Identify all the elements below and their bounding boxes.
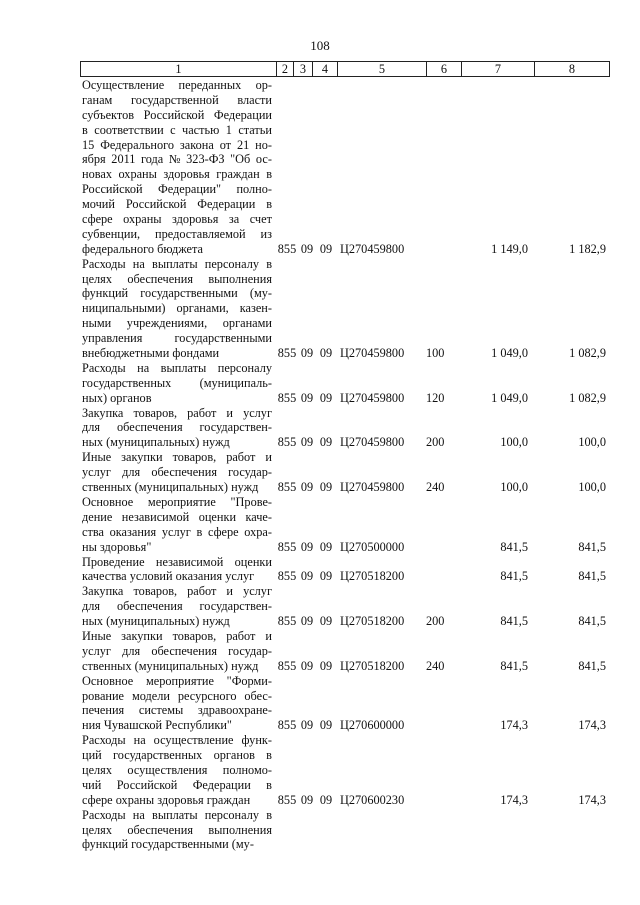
description-line: ными учреждениями, органами bbox=[82, 316, 272, 331]
description-line: Закупка товаров, работ и услуг bbox=[82, 584, 272, 599]
description-line: дение независимой оценки каче- bbox=[82, 509, 272, 524]
cell-c8: 100,0 bbox=[578, 480, 606, 495]
cell-c3: 09 bbox=[300, 480, 314, 495]
cell-c8: 1 182,9 bbox=[569, 241, 606, 256]
cell-c6: 100 bbox=[426, 346, 445, 361]
description-line: ния Чувашской Республики" bbox=[82, 718, 232, 733]
description-line: ственных (муниципальных) нужд bbox=[82, 658, 259, 673]
description-line: для обеспечения государствен- bbox=[82, 599, 272, 614]
cell-c3: 09 bbox=[300, 614, 314, 629]
description-line: ниципальными) органами, казен- bbox=[82, 301, 272, 316]
description-line: функций государственными (му- bbox=[82, 286, 272, 301]
cell-c2: 855 bbox=[277, 658, 297, 673]
cell-c2: 855 bbox=[277, 480, 297, 495]
description-line: новах охраны здоровья граждан в bbox=[82, 167, 272, 182]
row-values bbox=[0, 614, 640, 629]
cell-c4: 09 bbox=[319, 569, 333, 584]
cell-c4: 09 bbox=[319, 435, 333, 450]
description-line: услуг для обеспечения государ- bbox=[82, 643, 272, 658]
cell-c4: 09 bbox=[319, 390, 333, 405]
table-row bbox=[0, 495, 640, 555]
description-line: Проведение независимой оценки bbox=[82, 554, 272, 569]
description-line: ганам государственной власти bbox=[82, 92, 272, 107]
table-row bbox=[0, 78, 640, 257]
row-values bbox=[0, 346, 640, 361]
cell-c7: 841,5 bbox=[500, 569, 528, 584]
table-row bbox=[0, 257, 640, 361]
cell-c5: Ц270459800 bbox=[340, 241, 405, 256]
header-col-6: 6 bbox=[427, 62, 462, 76]
table-row bbox=[0, 406, 640, 451]
row-values bbox=[0, 540, 640, 555]
table-row bbox=[0, 361, 640, 406]
description-line: Осуществление переданных ор- bbox=[82, 78, 272, 92]
cell-c5: Ц270600000 bbox=[340, 718, 405, 733]
cell-c8: 174,3 bbox=[578, 718, 606, 733]
description-line: ства оказания услуг в сфере охра- bbox=[82, 524, 272, 539]
description-line: рование модели ресурсного обес- bbox=[82, 688, 272, 703]
cell-c4: 09 bbox=[319, 792, 333, 807]
cell-c7: 100,0 bbox=[500, 435, 528, 450]
row-description bbox=[82, 78, 272, 257]
table-header bbox=[80, 61, 610, 77]
cell-c3: 09 bbox=[300, 569, 314, 584]
header-col-1: 1 bbox=[81, 62, 277, 76]
row-values bbox=[0, 659, 640, 674]
page-number: 108 bbox=[310, 38, 330, 53]
cell-c7: 841,5 bbox=[500, 614, 528, 629]
cell-c7: 1 049,0 bbox=[491, 390, 528, 405]
cell-c8: 1 082,9 bbox=[569, 346, 606, 361]
row-values bbox=[0, 480, 640, 495]
cell-c3: 09 bbox=[300, 718, 314, 733]
description-line: Иные закупки товаров, работ и bbox=[82, 450, 272, 465]
cell-c7: 174,3 bbox=[500, 792, 528, 807]
description-line: в соответствии с частью 1 статьи bbox=[82, 122, 272, 137]
description-line: государственных (муниципаль- bbox=[82, 375, 272, 390]
cell-c4: 09 bbox=[319, 718, 333, 733]
header-col-5: 5 bbox=[338, 62, 427, 76]
description-line: 15 Федерального закона от 21 но- bbox=[82, 137, 272, 152]
description-line: целях обеспечения выполнения bbox=[82, 271, 272, 286]
table-row bbox=[0, 450, 640, 495]
cell-c7: 1 149,0 bbox=[491, 241, 528, 256]
description-line: мочий Российской Федерации в bbox=[82, 197, 272, 212]
header-col-2: 2 bbox=[277, 62, 294, 76]
description-line: функций государственными (му- bbox=[82, 837, 254, 852]
description-line: Российской Федерации" полно- bbox=[82, 182, 272, 197]
cell-c3: 09 bbox=[300, 435, 314, 450]
table-body bbox=[0, 78, 640, 852]
cell-c8: 841,5 bbox=[578, 539, 606, 554]
table-row bbox=[0, 555, 640, 585]
cell-c8: 174,3 bbox=[578, 792, 606, 807]
description-line: целях осуществления полномо- bbox=[82, 762, 272, 777]
cell-c8: 841,5 bbox=[578, 569, 606, 584]
cell-c7: 841,5 bbox=[500, 539, 528, 554]
cell-c5: Ц270518200 bbox=[340, 569, 405, 584]
cell-c8: 100,0 bbox=[578, 435, 606, 450]
cell-c3: 09 bbox=[300, 346, 314, 361]
cell-c6: 120 bbox=[426, 390, 445, 405]
cell-c8: 841,5 bbox=[578, 658, 606, 673]
cell-c4: 09 bbox=[319, 346, 333, 361]
table-row bbox=[0, 733, 640, 807]
description-line: Основное мероприятие "Прове- bbox=[82, 494, 272, 509]
description-line: ных (муниципальных) нужд bbox=[82, 435, 230, 450]
header-col-3: 3 bbox=[294, 62, 313, 76]
cell-c5: Ц270459800 bbox=[340, 435, 405, 450]
description-line: целях обеспечения выполнения bbox=[82, 822, 272, 837]
cell-c3: 09 bbox=[300, 241, 314, 256]
cell-c2: 855 bbox=[277, 539, 297, 554]
description-line: Расходы на выплаты персоналу в bbox=[82, 256, 272, 271]
description-line: субвенции, предоставляемой из bbox=[82, 226, 272, 241]
description-line: услуг для обеспечения государ- bbox=[82, 465, 272, 480]
description-line: внебюджетными фондами bbox=[82, 346, 220, 361]
cell-c8: 1 082,9 bbox=[569, 390, 606, 405]
cell-c2: 855 bbox=[277, 390, 297, 405]
cell-c5: Ц270459800 bbox=[340, 346, 405, 361]
description-line: управления государственными bbox=[82, 331, 272, 346]
row-values bbox=[0, 837, 640, 852]
cell-c3: 09 bbox=[300, 658, 314, 673]
table-row bbox=[0, 808, 640, 853]
description-line: ны здоровья" bbox=[82, 539, 152, 554]
description-line: Расходы на выплаты персоналу в bbox=[82, 807, 272, 822]
cell-c5: Ц270518200 bbox=[340, 614, 405, 629]
description-line: ственных (муниципальных) нужд bbox=[82, 480, 259, 495]
row-values bbox=[0, 569, 640, 584]
cell-c5: Ц270459800 bbox=[340, 480, 405, 495]
description-line: печения системы здравоохране- bbox=[82, 703, 272, 718]
cell-c6: 240 bbox=[426, 658, 445, 673]
cell-c4: 09 bbox=[319, 241, 333, 256]
row-values bbox=[0, 242, 640, 257]
description-line: сфере охраны здоровья за счет bbox=[82, 212, 272, 227]
description-line: Основное мероприятие "Форми- bbox=[82, 673, 272, 688]
row-values bbox=[0, 435, 640, 450]
cell-c6: 200 bbox=[426, 435, 445, 450]
table-row bbox=[0, 674, 640, 734]
table-row bbox=[0, 629, 640, 674]
cell-c2: 855 bbox=[277, 718, 297, 733]
header-col-8: 8 bbox=[568, 62, 576, 76]
cell-c2: 855 bbox=[277, 241, 297, 256]
row-values bbox=[0, 391, 640, 406]
cell-c6: 200 bbox=[426, 614, 445, 629]
cell-c7: 841,5 bbox=[500, 658, 528, 673]
description-line: Расходы на выплаты персоналу bbox=[82, 360, 272, 375]
description-line: субъектов Российской Федерации bbox=[82, 107, 272, 122]
cell-c4: 09 bbox=[319, 480, 333, 495]
description-line: ября 2011 года № 323-ФЗ "Об ос- bbox=[82, 152, 272, 167]
cell-c4: 09 bbox=[319, 539, 333, 554]
cell-c7: 1 049,0 bbox=[491, 346, 528, 361]
description-line: ных) органов bbox=[82, 390, 152, 405]
description-line: чий Российской Федерации в bbox=[82, 777, 272, 792]
description-line: ных (муниципальных) нужд bbox=[82, 614, 230, 629]
table-row bbox=[0, 584, 640, 629]
cell-c5: Ц270459800 bbox=[340, 390, 405, 405]
cell-c5: Ц270500000 bbox=[340, 539, 405, 554]
cell-c2: 855 bbox=[277, 569, 297, 584]
description-line: ций государственных органов в bbox=[82, 748, 272, 763]
cell-c2: 855 bbox=[277, 792, 297, 807]
description-line: качества условий оказания услуг bbox=[82, 569, 255, 584]
cell-c5: Ц270518200 bbox=[340, 658, 405, 673]
cell-c3: 09 bbox=[300, 539, 314, 554]
cell-c2: 855 bbox=[277, 614, 297, 629]
cell-c2: 855 bbox=[277, 435, 297, 450]
description-line: Расходы на осуществление функ- bbox=[82, 733, 272, 748]
header-col-7: 7 bbox=[462, 62, 535, 76]
row-values bbox=[0, 718, 640, 733]
cell-c2: 855 bbox=[277, 346, 297, 361]
description-line: Закупка товаров, работ и услуг bbox=[82, 405, 272, 420]
cell-c6: 240 bbox=[426, 480, 445, 495]
cell-c7: 174,3 bbox=[500, 718, 528, 733]
cell-c5: Ц270600230 bbox=[340, 792, 405, 807]
cell-c3: 09 bbox=[300, 390, 314, 405]
description-line: Иные закупки товаров, работ и bbox=[82, 628, 272, 643]
cell-c4: 09 bbox=[319, 658, 333, 673]
cell-c7: 100,0 bbox=[500, 480, 528, 495]
cell-c8: 841,5 bbox=[578, 614, 606, 629]
description-line: сфере охраны здоровья граждан bbox=[82, 792, 251, 807]
header-col-4: 4 bbox=[313, 62, 338, 76]
cell-c4: 09 bbox=[319, 614, 333, 629]
description-line: для обеспечения государствен- bbox=[82, 420, 272, 435]
description-line: федерального бюджета bbox=[82, 241, 203, 256]
cell-c3: 09 bbox=[300, 792, 314, 807]
row-values bbox=[0, 793, 640, 808]
